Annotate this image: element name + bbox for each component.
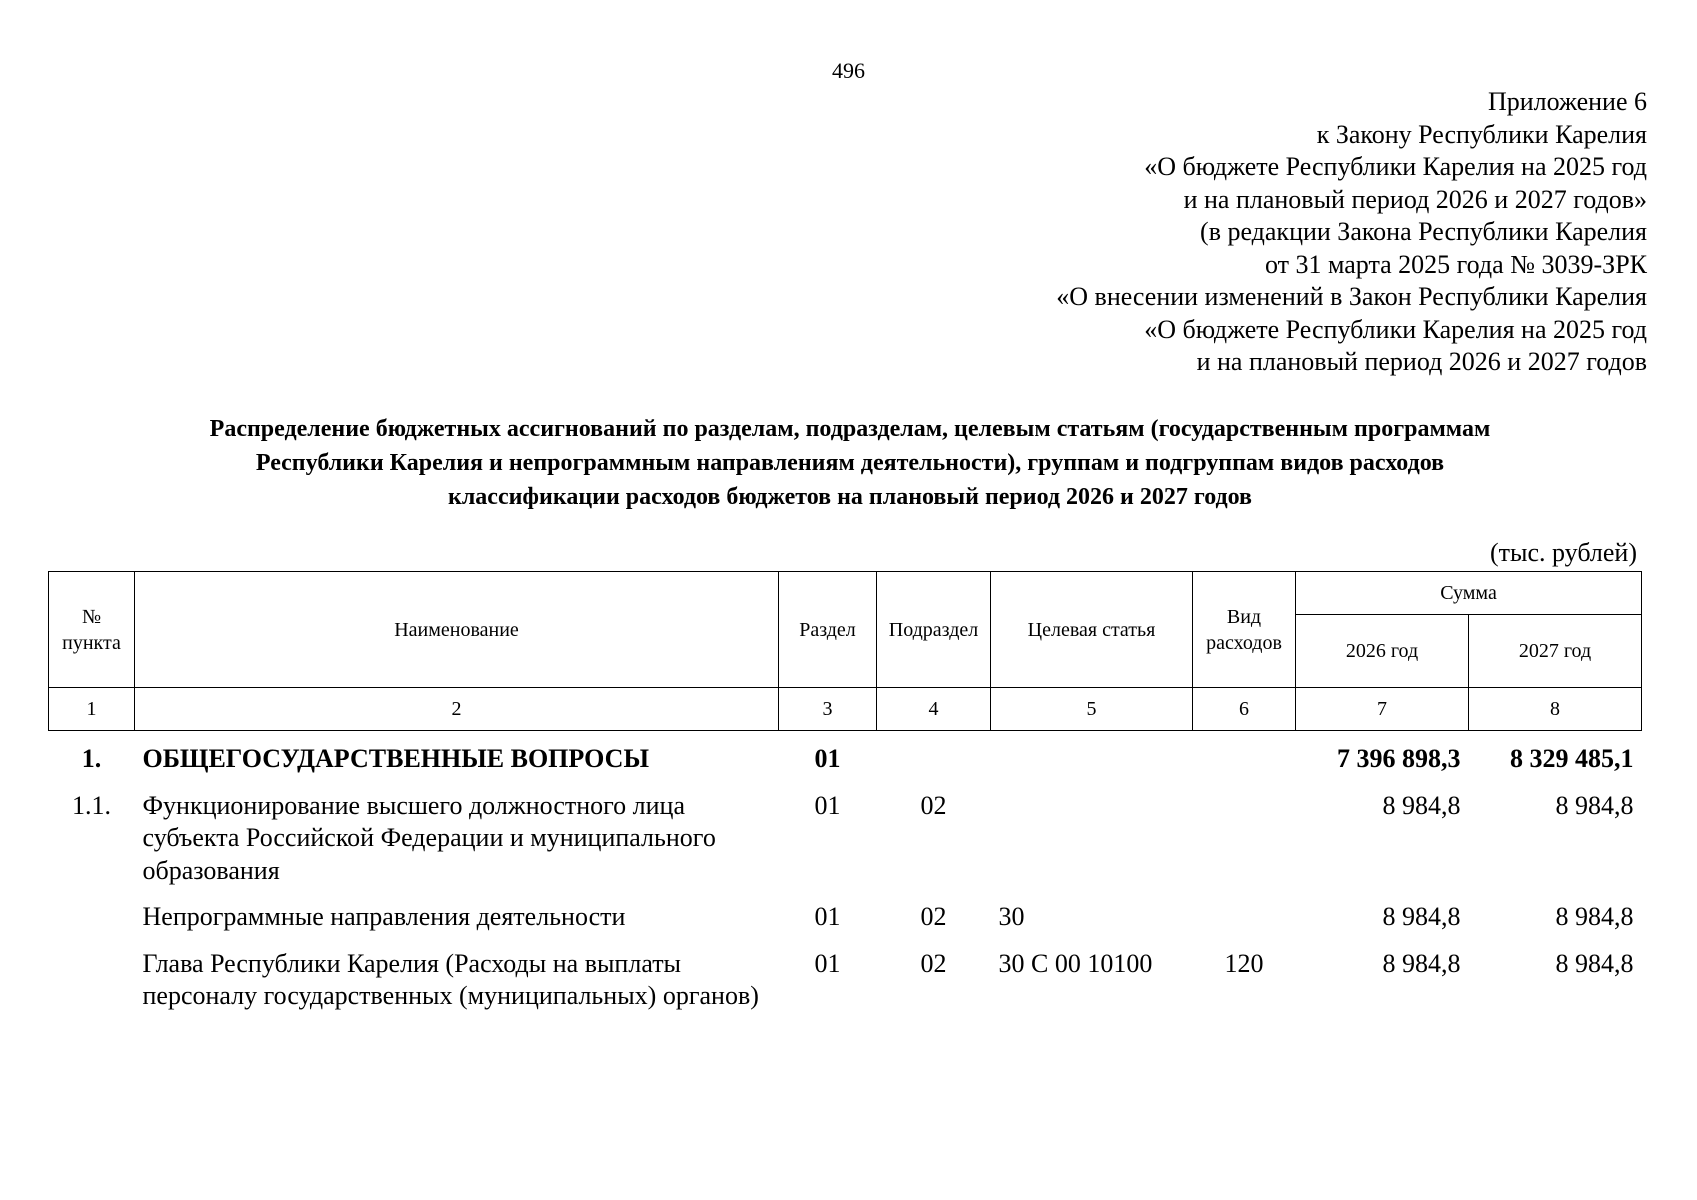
row-name: Непрограммные направления деятельности	[142, 902, 626, 931]
table-row	[49, 731, 1642, 790]
row-sum-2026: 8 984,8	[1382, 902, 1461, 931]
row-sum-2027: 8 984,8	[1555, 902, 1634, 931]
header-subsection: Подраздел	[877, 572, 991, 688]
column-number: 5	[991, 688, 1193, 731]
row-target: 30	[998, 902, 1025, 931]
row-sum-2026: 7 396 898,3	[1337, 744, 1461, 773]
table-header	[49, 572, 1642, 731]
appendix-line: к Закону Республики Карелия	[1316, 119, 1647, 149]
row-section: 01	[814, 948, 841, 978]
column-number: 6	[1193, 688, 1296, 731]
row-sum-2026: 8 984,8	[1382, 948, 1461, 978]
row-section: 01	[814, 744, 841, 773]
row-expense-type	[1193, 731, 1296, 790]
row-subsection: 02	[920, 948, 947, 978]
row-sum-2026: 8 984,8	[1382, 790, 1461, 820]
column-number: 3	[779, 688, 877, 731]
appendix-line: «О бюджете Республики Карелия на 2025 год	[1144, 152, 1647, 181]
header-name: Наименование	[135, 572, 779, 688]
appendix-line: и на плановый период 2026 и 2027 годов	[1196, 347, 1647, 376]
table-row	[49, 901, 1642, 948]
row-name: ОБЩЕГОСУДАРСТВЕННЫЕ ВОПРОСЫ	[142, 744, 649, 773]
header-num: № пункта	[49, 572, 135, 688]
header-year-2026: 2026 год	[1296, 615, 1469, 688]
header-section: Раздел	[779, 572, 877, 688]
table-row	[49, 948, 1642, 1027]
header-expense-type: Вид расходов	[1193, 572, 1296, 688]
appendix-line: «О бюджете Республики Карелия на 2025 год	[1144, 314, 1647, 344]
header-year-2027: 2027 год	[1469, 615, 1642, 688]
column-number: 8	[1469, 688, 1642, 731]
appendix-line: Приложение 6	[1487, 87, 1647, 116]
row-section: 01	[814, 902, 841, 931]
title-line: классификации расходов бюджетов на плановый период 2026 и 2027 годов	[448, 484, 1252, 510]
column-number: 4	[877, 688, 991, 731]
appendix-line: (в редакции Закона Республики Карелия	[1200, 217, 1647, 246]
row-sum-2027: 8 329 485,1	[1510, 744, 1634, 773]
row-expense-type	[1193, 901, 1296, 948]
page-number: 496	[832, 58, 865, 83]
row-expense-type	[1193, 790, 1296, 902]
row-number	[49, 901, 135, 948]
column-number: 7	[1296, 688, 1469, 731]
row-number: 1.	[81, 744, 102, 773]
appendix-reference	[1056, 86, 1647, 379]
column-number: 2	[135, 688, 779, 731]
header-sum: Сумма	[1296, 572, 1642, 615]
row-expense-type: 120	[1224, 948, 1264, 978]
row-name: Глава Республики Карелия (Расходы на выплаты персоналу государственных (муниципальных) органов)	[142, 948, 759, 1010]
appendix-line: от 31 марта 2025 года № 3039-ЗРК	[1264, 249, 1647, 279]
row-number: 1.1.	[72, 790, 111, 820]
budget-table	[48, 571, 1642, 1027]
row-sum-2027: 8 984,8	[1555, 948, 1634, 978]
title-line: Республики Карелия и непрограммным направлениям деятельности), группам и подгруппам видов расходов	[255, 450, 1445, 476]
row-subsection: 02	[920, 790, 947, 820]
document-title	[60, 412, 1640, 514]
row-subsection	[877, 731, 991, 790]
row-sum-2027: 8 984,8	[1555, 790, 1634, 820]
row-name: Функционирование высшего должностного лица субъекта Российской Федерации и муниципального образования	[142, 790, 716, 885]
title-line: Распределение бюджетных ассигнований по разделам, подразделам, целевым статьям (государственным программам	[209, 416, 1491, 442]
appendix-line: и на плановый период 2026 и 2027 годов»	[1183, 184, 1647, 214]
row-target	[991, 731, 1193, 790]
row-subsection: 02	[920, 902, 947, 931]
row-target: 30 С 00 10100	[998, 948, 1153, 978]
row-section: 01	[814, 790, 841, 820]
units-note: (тыс. рублей)	[1489, 538, 1637, 567]
header-target: Целевая статья	[991, 572, 1193, 688]
row-target	[991, 790, 1193, 902]
table-row	[49, 790, 1642, 902]
column-number: 1	[49, 688, 135, 731]
appendix-line: «О внесении изменений в Закон Республики Карелия	[1056, 282, 1647, 311]
row-number	[49, 948, 135, 1027]
